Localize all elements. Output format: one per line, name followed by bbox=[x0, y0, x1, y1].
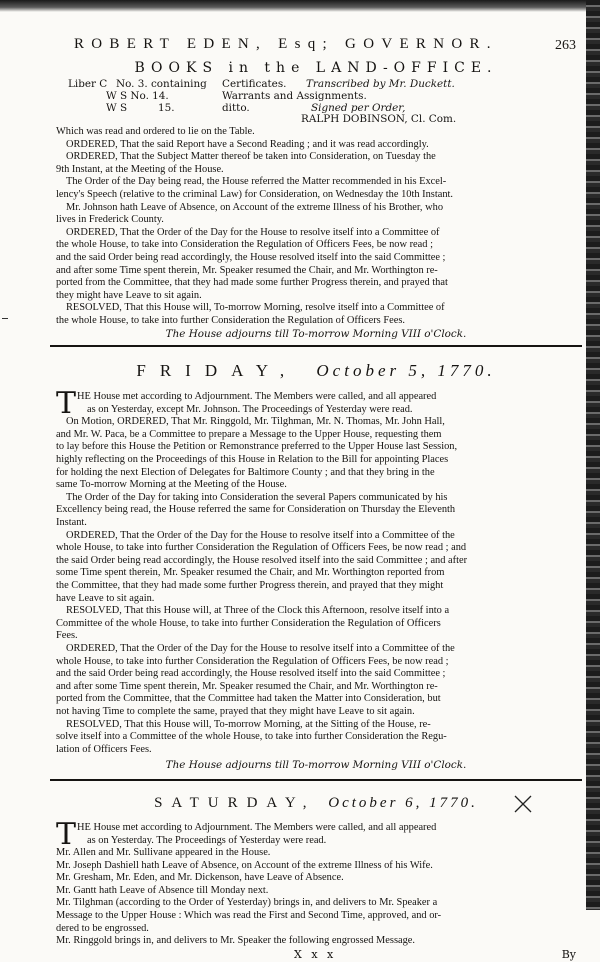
proceedings-friday bbox=[56, 386, 576, 772]
text-line: and after some Time spent therein, Mr. Speaker resumed the Chair, and Mr. Worthington re- bbox=[56, 264, 438, 276]
day-heading-friday bbox=[56, 361, 576, 381]
text-line: Mr. Gresham, Mr. Eden, and Mr. Dickenson, have Leave of Absence. bbox=[56, 872, 344, 884]
day-date: October 6, 1770. bbox=[328, 794, 478, 811]
section-rule bbox=[50, 345, 582, 347]
text-line: lation of Officers Fees. bbox=[56, 743, 152, 755]
margin-mark bbox=[2, 318, 8, 319]
catchword: By bbox=[561, 947, 576, 961]
text-line: lives in Frederick County. bbox=[56, 214, 164, 226]
text-line: HE House met according to Adjournment. The Members were called, and all appeared bbox=[77, 821, 437, 833]
text-line: Mr. Tilghman (according to the Order of Yesterday) brings in, and delivers to Mr. Speaker a bbox=[56, 897, 438, 909]
text-line: Mr. Johnson hath Leave of Absence, on Account of the extreme Illness of his Brother, who bbox=[66, 201, 444, 213]
text-line: some Time spent therein, Mr. Speaker resumed the Chair, and Mr. Worthington reported from bbox=[56, 567, 445, 579]
signature-mark: X x x bbox=[294, 947, 337, 961]
text-line: have Leave to sit again. bbox=[56, 592, 155, 604]
clerk-signature: RALPH DOBINSON, Cl. Com. bbox=[301, 113, 457, 125]
drop-cap: T bbox=[56, 816, 77, 852]
text-line: solve itself into a Committee of the whole House, to take into further Consideration the Regu- bbox=[56, 731, 447, 743]
day-name: FRIDAY, bbox=[136, 361, 299, 381]
text-line: RESOLVED, That this House will, at Three of the Clock this Afternoon, resolve itself into a bbox=[66, 605, 450, 617]
text-line: the Committee, that they had made some further Progress therein, and prayed that they might bbox=[56, 580, 444, 591]
books-table bbox=[56, 78, 576, 126]
text-line: lency's Speech (relative to the criminal Law) for Consideration, on Wednesday the 10th Instant. bbox=[56, 188, 454, 200]
text-line: ported from the Committee, that they had made some further Progress therein, and prayed that bbox=[56, 277, 448, 289]
text-line: HE House met according to Adjournment. The Members were called, and all appeared bbox=[77, 391, 437, 403]
proceedings-saturday bbox=[56, 816, 576, 948]
books-row-1-col-2: No. 3. containing bbox=[116, 78, 207, 90]
text-line: as on Yesterday. The Proceedings of Yesterday were read. bbox=[87, 834, 327, 846]
text-line: The Order of the Day being read, the House referred the Matter recommended in his Excel- bbox=[66, 176, 447, 188]
text-line: for holding the next Election of Delegates for Baltimore County ; and that they bring in the bbox=[56, 466, 435, 478]
text-line: Mr. Joseph Dashiell hath Leave of Absence, on Account of the extreme Illness of his Wife. bbox=[56, 859, 433, 871]
document-page bbox=[56, 36, 576, 962]
text-line: Mr. Allen and Mr. Sullivane appeared in the House. bbox=[56, 847, 271, 859]
day-name: SATURDAY, bbox=[154, 794, 316, 811]
text-line: the whole House, to take into Consideration the Regulation of Officers Fees, be now read ; bbox=[56, 239, 433, 251]
books-heading: BOOKS in the LAND-OFFICE. bbox=[134, 60, 498, 76]
text-line: RESOLVED, That this House will, To-morrow Morning, resolve itself into a Committee of bbox=[66, 302, 445, 314]
page-top-edge bbox=[0, 0, 600, 12]
text-line: Excellency being read, the House referred the same for Consideration on Thursday the Eleventh bbox=[56, 504, 456, 516]
proceedings-thursday bbox=[56, 126, 576, 340]
text-line: and the said Order being read accordingly, the House resolved itself into the said Committee ; bbox=[56, 668, 446, 680]
text-line: Mr. Gantt hath Leave of Absence till Monday next. bbox=[56, 884, 269, 896]
text-line: ported from the Committee, that the Committee had taken the Matter into Consideration, but bbox=[56, 693, 441, 705]
page-header bbox=[56, 36, 576, 60]
text-line: as on Yesterday, except Mr. Johnson. The Proceedings of Yesterday were read. bbox=[87, 403, 413, 415]
drop-cap: T bbox=[56, 386, 77, 422]
day-date: October 5, 1770. bbox=[316, 361, 496, 381]
text-line: and the said Order being read accordingly, the House resolved itself into the said Committee ; bbox=[56, 251, 446, 263]
text-line: same To-morrow Morning at the Meeting of the House. bbox=[56, 479, 287, 491]
adjournment-note: The House adjourns till To-morrow Morning VIII o'Clock. bbox=[165, 327, 467, 340]
text-line: ORDERED, That the Subject Matter thereof be taken into Consideration, on Tuesday the bbox=[66, 151, 436, 163]
text-line: 9th Instant, at the Meeting of the House. bbox=[56, 163, 224, 175]
books-row-3-col-1: W S bbox=[106, 102, 128, 114]
text-line: and after some Time spent therein, Mr. Speaker resumed the Chair, and Mr. Worthington re- bbox=[56, 680, 438, 692]
text-line: ORDERED, That the Order of the Day for the House to resolve itself into a Committee of the bbox=[66, 642, 455, 654]
text-line: dered to be engrossed. bbox=[56, 922, 149, 934]
text-line: Committee of the whole House, to take into further Consideration the Regulation of Officers bbox=[56, 617, 441, 629]
books-row-2-col-3: Warrants and Assignments. bbox=[222, 90, 367, 102]
text-line: the said Order being read accordingly, the House resolved itself into the said Committee ; and after bbox=[56, 554, 468, 566]
running-title: ROBERT EDEN, Esq; GOVERNOR. bbox=[74, 36, 498, 52]
adjournment-note: The House adjourns till To-morrow Morning VIII o'Clock. bbox=[165, 759, 467, 772]
section-rule bbox=[50, 779, 582, 781]
day-heading-saturday bbox=[56, 795, 576, 812]
text-line: The Order of the Day for taking into Consideration the several Papers communicated by his bbox=[66, 491, 448, 503]
books-row-2-col-1: W S No. 14. bbox=[106, 90, 169, 102]
text-line: Mr. Ringgold brings in, and delivers to Mr. Speaker the following engrossed Message. bbox=[56, 935, 416, 947]
text-line: not having Time to complete the same, prayed that they might have Leave to sit again. bbox=[56, 705, 415, 717]
books-row-1-col-3: Certificates. bbox=[222, 78, 287, 90]
books-row-3-col-4: Signed per Order, bbox=[311, 102, 406, 114]
books-row-1-col-4: Transcribed by Mr. Duckett. bbox=[306, 78, 455, 90]
text-line: ORDERED, That the said Report have a Second Reading ; and it was read accordingly. bbox=[66, 138, 429, 150]
page-binding-edge bbox=[586, 0, 600, 910]
text-line: Instant. bbox=[56, 517, 87, 529]
text-line: ORDERED, That the Order of the Day for the House to resolve itself into a Committee of the bbox=[66, 529, 455, 541]
page-footer bbox=[56, 948, 576, 962]
text-line: whole House, to take into further Consideration the Regulation of Officers Fees, be now read ; bbox=[56, 655, 449, 667]
text-line: whole House, to take into further Consideration the Regulation of Officers Fees, be now read ; and bbox=[56, 542, 467, 554]
text-line: to lay before this House the Petition or Remonstrance preferred to the Upper House last Session, bbox=[56, 441, 458, 453]
page-number: 263 bbox=[555, 38, 576, 53]
books-row-3-col-2: 15. bbox=[158, 102, 175, 114]
text-line: Which was read and ordered to lie on the Table. bbox=[56, 126, 255, 137]
text-line: ORDERED, That the Order of the Day for the House to resolve itself into a Committee of bbox=[66, 226, 440, 238]
text-line: Fees. bbox=[56, 630, 78, 642]
text-line: and Mr. W. Paca, be a Committee to prepare a Message to the Upper House, requesting them bbox=[56, 428, 442, 440]
text-line: they might have Leave to sit again. bbox=[56, 289, 202, 301]
text-line: the whole House, to take into further Consideration the Regulation of Officers Fees. bbox=[56, 314, 405, 326]
text-line: On Motion, ORDERED, That Mr. Ringgold, Mr. Tilghman, Mr. N. Thomas, Mr. John Hall, bbox=[66, 416, 445, 428]
text-line: RESOLVED, That this House will, To-morrow Morning, at the Sitting of the House, re- bbox=[66, 718, 431, 730]
text-line: Message to the Upper House : Which was read the First and Second Time, approved, and or- bbox=[56, 910, 442, 922]
books-row-3-col-3: ditto. bbox=[222, 102, 250, 114]
books-row-1-col-1: Liber C bbox=[68, 78, 108, 90]
text-line: highly reflecting on the Proceedings of this House in Relation to the Bill for appointing Places bbox=[56, 454, 449, 466]
